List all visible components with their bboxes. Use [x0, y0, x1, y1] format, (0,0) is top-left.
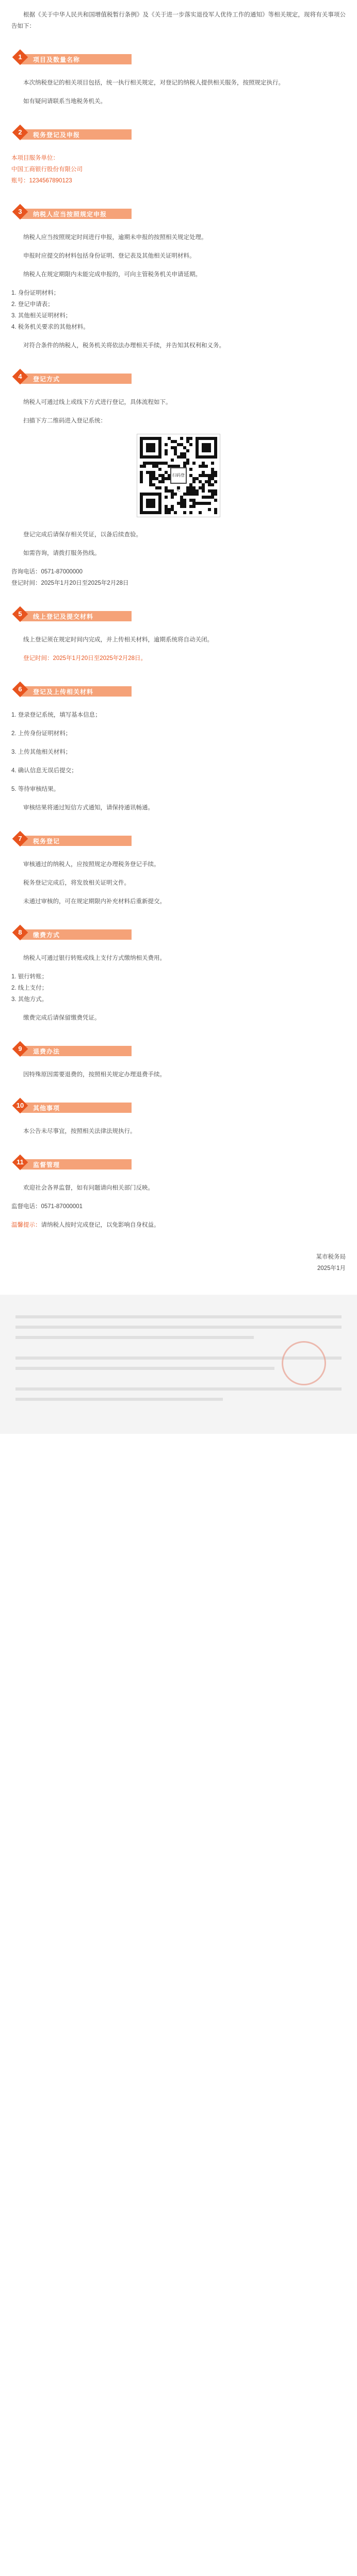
- section6-paragraph: 审核结果将通过短信方式通知，请保持通讯畅通。: [23, 805, 154, 811]
- section-title: 监督管理: [33, 1161, 60, 1168]
- section-header-2: [11, 125, 346, 142]
- announcement-page: [0, 9, 357, 1434]
- section-number: 4: [18, 372, 22, 380]
- list-item: 3. 其他相关证明材料；: [11, 313, 72, 319]
- section-title: 登记方式: [33, 376, 60, 383]
- qr-module: [183, 505, 186, 508]
- section8-paragraph: 纳税人可通过银行转账或线上支付方式缴纳相关费用。: [23, 955, 166, 961]
- section3-paragraph: 纳税人应当按照规定时间进行申报，逾期未申报的按照相关规定处理。: [23, 234, 207, 241]
- footer-text-line: [15, 1367, 274, 1370]
- list-item: 2. 登记申请表；: [11, 301, 54, 308]
- qr-module: [140, 480, 143, 483]
- section4-paragraph: 如需咨询，请拨打服务热线。: [23, 550, 101, 556]
- section-header-4: [11, 369, 346, 386]
- list-item: 4. 确认信息无误后提交；: [11, 768, 77, 774]
- section1-paragraph: 本次纳税登记的相关项目包括，统一执行相关规定，对登记的纳税人提供相关服务，按照规定执行。: [23, 80, 284, 86]
- section-number: 6: [18, 685, 22, 693]
- section-header-11: [11, 1155, 346, 1172]
- qr-module: [202, 489, 205, 493]
- account-line: 账号：1234567890123: [11, 178, 72, 184]
- qr-module: [189, 511, 192, 514]
- section-number: 10: [16, 1101, 24, 1109]
- list-item: 3. 上传其他相关材料；: [11, 749, 72, 755]
- section-header-6: [11, 682, 346, 699]
- contact-line: 监督电话：0571-87000001: [11, 1204, 83, 1210]
- section-title: 退费办法: [33, 1048, 60, 1055]
- list-item: 3. 其他方式。: [11, 996, 48, 1003]
- note-label: 温馨提示：: [11, 1222, 41, 1228]
- section-title: 缴费方式: [33, 931, 60, 939]
- section4-paragraph: 登记完成后请保存相关凭证，以备后续查验。: [23, 532, 142, 538]
- qr-module: [211, 462, 214, 465]
- qr-module: [202, 443, 211, 452]
- footer-image: [0, 1295, 357, 1434]
- qr-module: [192, 462, 196, 465]
- qr-module: [165, 452, 168, 455]
- qr-code-container: [11, 434, 346, 520]
- qr-module: [161, 480, 165, 483]
- section5-paragraph: 登记时间：2025年1月20日至2025年2月28日。: [23, 655, 147, 662]
- section-header-1: [11, 49, 346, 67]
- section3-paragraph: 纳税人在规定期限内未能完成申报的，可向主管税务机关申请延期。: [23, 272, 201, 278]
- account-line: 中国工商银行股份有限公司: [11, 166, 83, 173]
- section1-paragraph: 如有疑问请联系当地税务机关。: [23, 98, 106, 105]
- section-header-9: [11, 1041, 346, 1059]
- account-line: 本项目服务单位：: [11, 155, 59, 161]
- contact-line: 咨询电话：0571-87000000: [11, 569, 83, 575]
- section-title: 纳税人应当按照规定申报: [33, 211, 107, 218]
- footer-text-line: [15, 1336, 254, 1339]
- footer-text-line: [15, 1387, 342, 1391]
- section8-paragraph: 缴费完成后请保留缴费凭证。: [23, 1015, 101, 1021]
- section-number: 5: [18, 610, 22, 618]
- signoff-date: 2025年1月: [317, 1265, 346, 1272]
- qr-module: [196, 493, 199, 496]
- qr-module: [211, 483, 214, 486]
- qr-module: [214, 499, 217, 502]
- time-line: 登记时间：2025年1月20日至2025年2月28日: [11, 580, 129, 586]
- section-number: 9: [18, 1045, 22, 1053]
- section4-paragraph: 扫描下方二维码进入登记系统：: [23, 418, 106, 424]
- footer-text-line: [15, 1315, 342, 1318]
- section-header-8: [11, 925, 346, 942]
- qr-module: [214, 474, 217, 477]
- qr-module: [165, 443, 168, 446]
- section-header-7: [11, 831, 346, 849]
- qr-module: [208, 502, 211, 505]
- footer-text-line: [15, 1326, 342, 1329]
- section3-paragraph: 对符合条件的纳税人，税务机关将依法办理相关手续，并告知其权利和义务。: [23, 343, 225, 349]
- qr-code[interactable]: [137, 434, 220, 517]
- qr-module: [171, 496, 174, 499]
- qr-module: [186, 449, 189, 452]
- section11-paragraph: 欢迎社会各界监督，如有问题请向相关部门反映。: [23, 1185, 154, 1191]
- list-item: 1. 登录登记系统，填写基本信息；: [11, 712, 101, 718]
- list-item: 5. 等待审核结果。: [11, 786, 60, 792]
- section-number: 3: [18, 208, 22, 215]
- qr-module: [143, 465, 146, 468]
- qr-module: [199, 511, 202, 514]
- section-title: 线上登记及提交材料: [33, 613, 94, 620]
- section-title: 项目及数量名称: [33, 56, 80, 63]
- list-item: 2. 线上支付；: [11, 985, 48, 991]
- qr-module: [174, 511, 177, 514]
- note-line: [11, 1219, 346, 1231]
- section-number: 1: [18, 53, 22, 61]
- qr-module: [180, 437, 183, 440]
- qr-center-label: 扫码登记: [170, 467, 187, 484]
- signoff-org: 某市税务局: [316, 1254, 346, 1260]
- qr-module: [165, 496, 168, 499]
- qr-module: [186, 462, 189, 465]
- qr-module: [214, 480, 217, 483]
- section-title: 登记及上传相关材料: [33, 688, 94, 696]
- qr-module: [146, 499, 155, 508]
- qr-module: [189, 437, 192, 440]
- section9-paragraph: 因特殊原因需要退费的，按照相关规定办理退费手续。: [23, 1072, 166, 1078]
- section-header-3: [11, 204, 346, 222]
- qr-module: [171, 459, 174, 462]
- qr-module: [205, 465, 208, 468]
- qr-module: [158, 486, 161, 489]
- section-number: 7: [18, 835, 22, 842]
- qr-module: [183, 511, 186, 514]
- section10-paragraph: 本公告未尽事宜，按照相关法律法规执行。: [23, 1128, 136, 1134]
- signoff: [11, 1251, 346, 1274]
- qr-module: [168, 511, 171, 514]
- intro-paragraph: 根据《关于中华人民共和国增值税暂行条例》及《关于进一步落实退役军人优待工作的通知》等相关规定，现将有关事项公告如下：: [11, 12, 346, 29]
- qr-module: [189, 443, 192, 446]
- qr-module: [214, 493, 217, 496]
- list-item: 4. 税务机关要求的其他材料。: [11, 324, 89, 330]
- section-title: 其他事项: [33, 1105, 60, 1112]
- section7-paragraph: 税务登记完成后，将发放相关证明文件。: [23, 880, 130, 886]
- note-text: 请纳税人按时完成登记，以免影响自身权益。: [41, 1222, 160, 1228]
- list-item: 1. 银行转账；: [11, 974, 48, 980]
- qr-module: [146, 443, 155, 452]
- section-number: 2: [18, 128, 22, 136]
- section-title: 税务登记: [33, 838, 60, 845]
- section-number: 8: [18, 928, 22, 936]
- official-seal-icon: [282, 1341, 326, 1385]
- qr-module: [158, 468, 161, 471]
- section7-paragraph: 未通过审核的，可在规定期限内补充材料后重新提交。: [23, 899, 166, 905]
- section5-paragraph: 线上登记须在规定时间内完成，并上传相关材料，逾期系统将自动关闭。: [23, 637, 213, 643]
- section4-paragraph: 纳税人可通过线上或线下方式进行登记，具体流程如下。: [23, 399, 172, 405]
- section3-paragraph: 申报时应提交的材料包括身份证明、登记表及其他相关证明材料。: [23, 253, 196, 259]
- section-header-10: [11, 1098, 346, 1115]
- section-number: 11: [17, 1158, 24, 1166]
- section7-paragraph: 审核通过的纳税人，应按照规定办理税务登记手续。: [23, 861, 160, 868]
- qr-module: [189, 468, 192, 471]
- section-header-5: [11, 606, 346, 624]
- qr-module: [214, 511, 217, 514]
- qr-module: [192, 480, 196, 483]
- list-item: 2. 上传身份证明材料；: [11, 731, 72, 737]
- qr-module: [208, 508, 211, 511]
- footer-text-line: [15, 1398, 223, 1401]
- section-title: 税务登记及申报: [33, 131, 80, 139]
- qr-module: [192, 505, 196, 508]
- list-item: 1. 身份证明材料；: [11, 290, 60, 296]
